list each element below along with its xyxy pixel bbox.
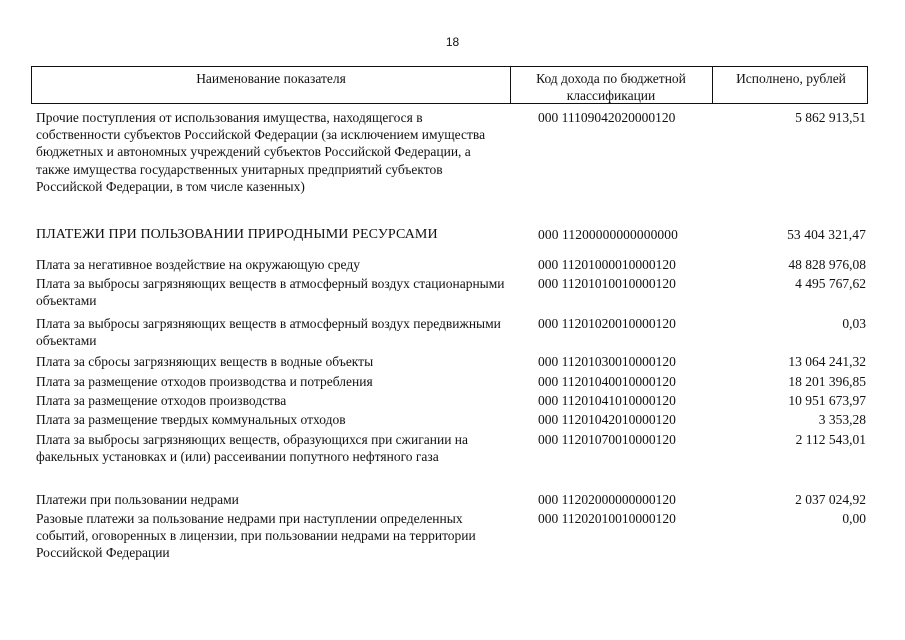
row-amount: 13 064 241,32 <box>788 354 866 369</box>
row-name: Плата за выбросы загрязняющих веществ в атмосферный воздух передвижными объектами <box>36 316 501 349</box>
row-name: Разовые платежи за пользование недрами при наступлении определенных событий, оговоренных в лицензии, при пользовании недрами на территории Российской Федерации <box>36 511 476 561</box>
row-name: Платежи при пользовании недрами <box>36 492 239 507</box>
row-amount: 53 404 321,47 <box>787 227 866 242</box>
row-code: 000 11201042010000120 <box>538 412 676 427</box>
row-name: Плата за размещение твердых коммунальных отходов <box>36 412 346 427</box>
row-name: Плата за выбросы загрязняющих веществ, образующихся при сжигании на факельных установках и (или) рассеивании попутного нефтяного газа <box>36 432 469 465</box>
row-amount: 18 201 396,85 <box>788 374 866 389</box>
header-name: Наименование показателя <box>196 71 346 86</box>
row-amount: 2 037 024,92 <box>795 492 866 507</box>
row-code: 000 11202010010000120 <box>538 511 676 526</box>
row-amount: 2 112 543,01 <box>795 432 866 447</box>
page-number: 18 <box>445 35 460 49</box>
row-amount: 10 951 673,97 <box>788 393 866 408</box>
row-code: 000 11201010010000120 <box>538 276 676 291</box>
row-code: 000 11200000000000000 <box>538 227 678 242</box>
header-code: Код дохода по бюджетной классификации <box>536 71 686 103</box>
row-amount: 3 353,28 <box>818 412 866 427</box>
row-amount: 0,00 <box>842 511 866 526</box>
row-amount: 5 862 913,51 <box>795 110 866 125</box>
row-amount: 4 495 767,62 <box>795 276 866 291</box>
row-name: Плата за размещение отходов производства <box>36 393 287 408</box>
row-name: Прочие поступления от использования имущества, находящегося в собственности субъектов Российской Федерации (за исключением имущества бюджетных и автономных учреждений субъектов Российской Федерации, а также имущества государственных унитарных предприятий субъектов Российской Федерации, в том числе казенных) <box>36 110 486 194</box>
row-amount: 48 828 976,08 <box>788 257 866 272</box>
row-code: 000 11201020010000120 <box>538 316 676 331</box>
row-name: Плата за размещение отходов производства и потребления <box>36 374 373 389</box>
row-code: 000 11201040010000120 <box>538 374 676 389</box>
row-name: Плата за негативное воздействие на окружающую среду <box>36 257 360 272</box>
row-code: 000 11109042020000120 <box>538 110 676 125</box>
row-name: Плата за выбросы загрязняющих веществ в атмосферный воздух стационарными объектами <box>36 276 505 309</box>
row-amount: 0,03 <box>842 316 866 331</box>
row-name: ПЛАТЕЖИ ПРИ ПОЛЬЗОВАНИИ ПРИРОДНЫМИ РЕСУРСАМИ <box>36 227 438 242</box>
row-code: 000 11201000010000120 <box>538 257 676 272</box>
row-code: 000 11201041010000120 <box>538 393 676 408</box>
row-code: 000 11202000000000120 <box>538 492 676 507</box>
row-name: Плата за сбросы загрязняющих веществ в водные объекты <box>36 354 374 369</box>
table-header <box>31 66 868 104</box>
row-code: 000 11201030010000120 <box>538 354 676 369</box>
row-code: 000 11201070010000120 <box>538 432 676 447</box>
header-amount: Исполнено, рублей <box>736 71 846 86</box>
